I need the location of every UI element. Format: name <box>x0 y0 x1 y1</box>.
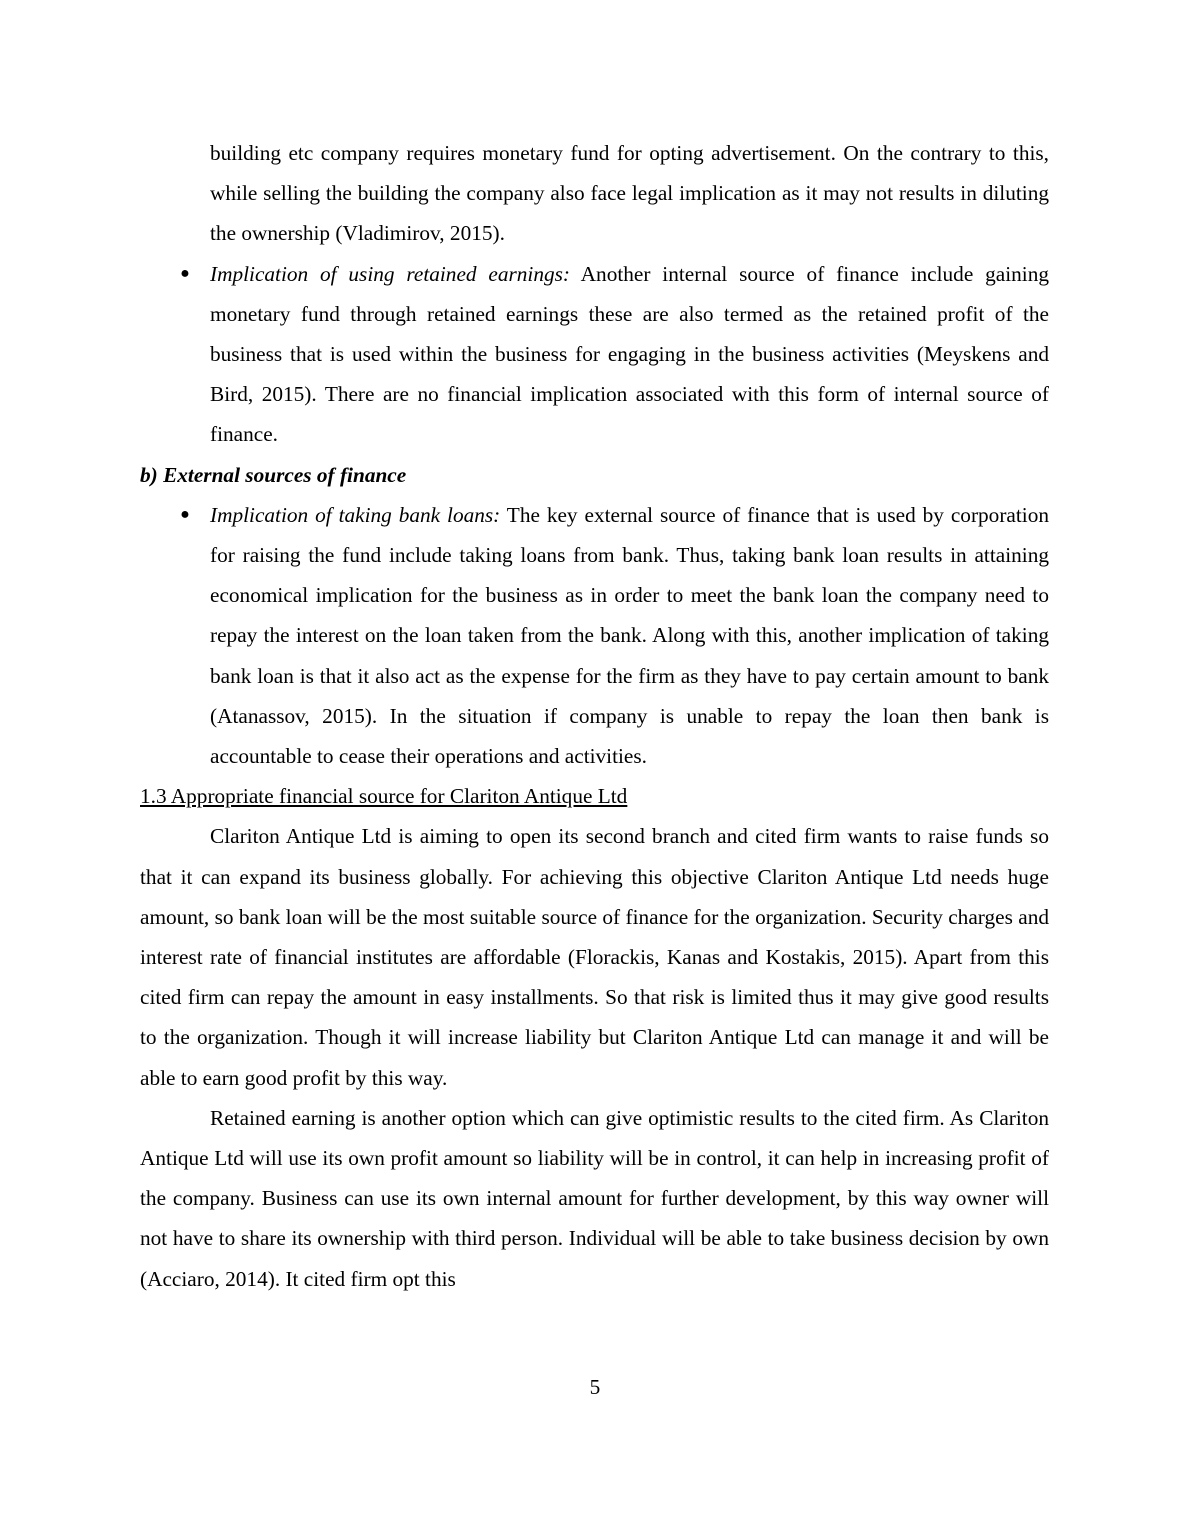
bullet-dot-icon <box>175 254 195 294</box>
bullet-bank-loans <box>140 495 1049 776</box>
continuation-paragraph: building etc company requires monetary fund for opting advertisement. On the contrary to this, while selling the building the company also face legal implication as it may not results in diluting the ownership (Vladimirov, 2015). <box>210 141 1049 246</box>
document-page <box>140 133 1049 1299</box>
section-heading: 1.3 Appropriate financial source for Clariton Antique Ltd <box>140 784 628 809</box>
body-paragraph: Clariton Antique Ltd is aiming to open its second branch and cited firm wants to raise funds so that it can expand its business globally. For achieving this objective Clariton Antique Ltd needs huge amount, so bank loan will be the most suitable source of finance for the organization. Security charges and interest rate of financial institutes are affordable (Florackis, Kanas and Kostakis, 2015). Apart from this cited firm can repay the amount in easy installments. So that risk is limited thus it may give good results to the organization. Though it will increase liability but Clariton Antique Ltd can manage it and will be able to earn good profit by this way. <box>140 824 1049 1090</box>
bullet-dot-icon <box>175 495 195 535</box>
bullet-lead: Implication of using retained earnings: <box>210 261 571 286</box>
bullet-text: The key external source of finance that is used by corporation for raising the fund include taking loans from bank. Thus, taking bank loan results in attaining economical implication for the business as in order to meet the bank loan the company need to repay the interest on the loan taken from the bank. Along with this, another implication of taking bank loan is that it also act as the expense for the firm as they have to pay certain amount to bank (Atanassov, 2015). In the situation if company is unable to repay the loan then bank is accountable to cease their operations and activities. <box>210 502 1050 769</box>
body-paragraph: Retained earning is another option which can give optimistic results to the cited firm. As Clariton Antique Ltd will use its own profit amount so liability will be in control, it can help in increasing profit of the company. Business can use its own internal amount for further development, by this way owner will not have to share its ownership with third person. Individual will be able to take business decision by own (Acciaro, 2014). It cited firm opt this <box>140 1105 1049 1291</box>
bullet-retained-earnings <box>140 254 1049 455</box>
bullet-lead: Implication of taking bank loans: <box>210 502 501 527</box>
external-sources-heading: b) External sources of finance <box>140 462 407 487</box>
bullet-text: Another internal source of finance include gaining monetary fund through retained earnings these are also termed as the retained profit of the business that is used within the business for engaging in the business activities (Meyskens and Bird, 2015). There are no financial implication associated with this form of internal source of finance. <box>210 261 1049 447</box>
page-number: 5 <box>589 1375 601 1399</box>
